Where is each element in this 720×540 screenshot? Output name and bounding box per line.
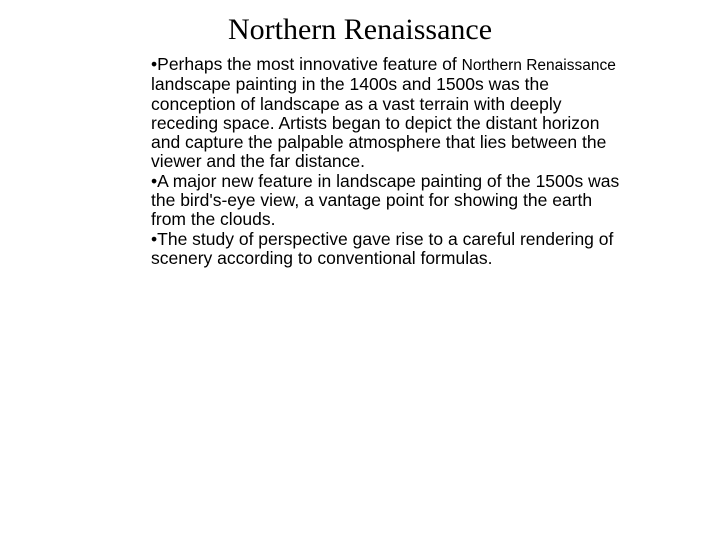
bullet-paragraph-2 xyxy=(151,172,621,230)
slide-title: Northern Renaissance xyxy=(227,13,493,46)
bullet-marker: • xyxy=(151,170,158,191)
slide-body xyxy=(151,55,621,268)
paragraph-2-text: A major new feature in landscape painting of the 1500s was the bird's-eye view, a vantage point for showing the earth from the clouds. xyxy=(151,170,620,230)
bullet-paragraph-1 xyxy=(151,55,621,172)
paragraph-3-text: The study of perspective gave rise to a careful rendering of scenery according to conventional formulas. xyxy=(151,228,614,268)
bullet-paragraph-3 xyxy=(151,230,621,269)
bullet-marker: • xyxy=(151,228,158,249)
paragraph-1-rest: landscape painting in the 1400s and 1500s was the conception of landscape as a vast terrain with deeply receding space. Artists began to depict the distant horizon and capture the palpable atmosphere that lies between the viewer and the far distance. xyxy=(151,74,607,172)
paragraph-1-lead: Perhaps the most innovative feature of xyxy=(157,54,462,74)
bullet-marker: • xyxy=(151,54,158,74)
paragraph-1-emphasis: Northern Renaissance xyxy=(461,57,616,74)
